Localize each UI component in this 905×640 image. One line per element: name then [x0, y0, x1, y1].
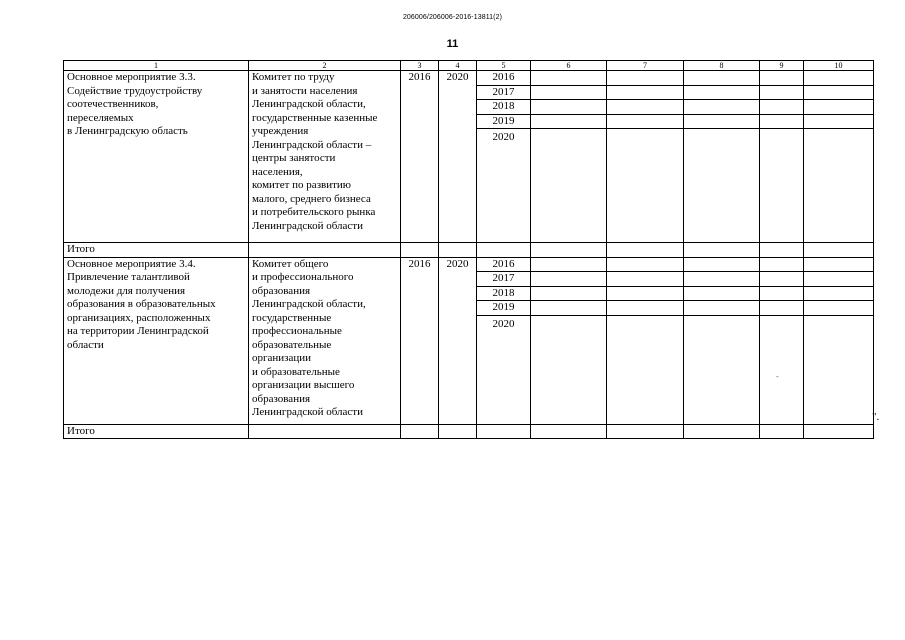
executor-line: организации высшего	[252, 379, 355, 391]
value-cell	[531, 272, 607, 287]
column-header: 8	[684, 61, 760, 71]
activity-name-line: молодежи для получения	[67, 284, 186, 297]
value-cell	[607, 424, 684, 439]
activity-name-cell	[64, 71, 249, 243]
year-cell: 2019	[477, 301, 531, 316]
value-cell	[531, 71, 607, 86]
start-year-cell: 2016	[401, 71, 439, 243]
executor-cell	[249, 257, 401, 424]
value-cell	[684, 272, 760, 287]
year-cell: 2019	[477, 114, 531, 129]
value-cell	[249, 424, 401, 439]
activity-name-line: Содействие трудоустройству	[67, 84, 203, 97]
value-cell	[607, 71, 684, 86]
value-cell	[760, 100, 804, 115]
year-cell: 2020	[477, 315, 531, 424]
value-cell	[684, 100, 760, 115]
activity-name-line: области	[67, 338, 104, 351]
table-row	[64, 71, 874, 86]
value-cell	[684, 129, 760, 243]
value-cell	[607, 243, 684, 258]
value-cell	[760, 272, 804, 287]
value-cell	[760, 257, 804, 272]
executor-line: центры занятости	[252, 152, 336, 164]
value-cell	[804, 301, 874, 316]
executor-line: и занятости населения	[252, 84, 358, 97]
value-cell	[531, 424, 607, 439]
value-cell	[684, 315, 760, 424]
value-cell	[607, 315, 684, 424]
value-cell	[804, 257, 874, 272]
column-header: 3	[401, 61, 439, 71]
executor-line: государственные	[252, 311, 332, 324]
value-cell	[804, 71, 874, 86]
executor-line: населения,	[252, 165, 303, 178]
value-cell	[531, 85, 607, 100]
column-header: 9	[760, 61, 804, 71]
activity-name-line: Основное мероприятие 3.3.	[67, 71, 196, 83]
executor-line: Комитет по труду	[252, 71, 335, 83]
value-cell	[684, 286, 760, 301]
year-cell: 2016	[477, 257, 531, 272]
executor-line: Ленинградской области,	[252, 298, 366, 310]
total-label: Итого	[64, 424, 249, 439]
year-cell: 2017	[477, 85, 531, 100]
value-cell	[531, 315, 607, 424]
document-code: 206006/206006-2016-13811(2)	[402, 14, 503, 21]
column-header: 5	[477, 61, 531, 71]
executor-line: малого, среднего бизнеса	[252, 192, 371, 205]
column-header: 6	[531, 61, 607, 71]
executor-line: учреждения	[252, 125, 309, 137]
value-cell	[607, 114, 684, 129]
value-cell	[439, 424, 477, 439]
activity-name-cell	[64, 257, 249, 424]
value-cell	[684, 424, 760, 439]
activity-name-line: образования в образовательных	[67, 298, 216, 310]
value-cell	[684, 301, 760, 316]
value-cell	[477, 243, 531, 258]
executor-line: Ленинградской области	[252, 406, 363, 418]
executor-cell	[249, 71, 401, 243]
value-cell	[607, 272, 684, 287]
value-cell	[607, 257, 684, 272]
value-cell	[684, 71, 760, 86]
value-cell	[531, 257, 607, 272]
value-cell	[684, 114, 760, 129]
executor-line: организации	[252, 352, 312, 364]
executor-line: Ленинградской области –	[252, 138, 372, 151]
value-cell	[531, 243, 607, 258]
value-cell	[401, 424, 439, 439]
value-cell	[684, 257, 760, 272]
executor-line: профессиональные	[252, 325, 342, 337]
start-year-cell: 2016	[401, 257, 439, 424]
value-cell	[760, 286, 804, 301]
activity-name-line: Привлечение талантливой	[67, 271, 190, 283]
total-label: Итого	[64, 243, 249, 258]
value-cell	[607, 129, 684, 243]
value-cell	[531, 114, 607, 129]
column-header: 2	[249, 61, 401, 71]
value-cell	[804, 100, 874, 115]
activity-name-line: переселяемых	[67, 111, 134, 124]
value-cell	[760, 114, 804, 129]
value-cell	[804, 129, 874, 243]
activity-name-line: на территории Ленинградской	[67, 325, 209, 337]
value-cell	[760, 129, 804, 243]
executor-line: образования	[252, 392, 311, 405]
year-cell: 2016	[477, 71, 531, 86]
activity-name-line: организациях, расположенных	[67, 311, 211, 324]
executor-line: и профессионального	[252, 271, 354, 283]
value-cell	[760, 301, 804, 316]
executor-line: и образовательные	[252, 365, 340, 378]
end-year-cell: 2020	[439, 257, 477, 424]
page-number: 11	[446, 38, 459, 50]
value-cell	[607, 286, 684, 301]
value-cell	[684, 85, 760, 100]
executor-line: Ленинградской области	[252, 219, 363, 232]
value-cell	[760, 85, 804, 100]
value-cell	[531, 129, 607, 243]
value-cell	[804, 114, 874, 129]
column-header: 7	[607, 61, 684, 71]
year-cell: 2017	[477, 272, 531, 287]
value-cell	[804, 286, 874, 301]
program-table	[63, 60, 874, 439]
executor-line: образования	[252, 284, 311, 297]
value-cell	[401, 243, 439, 258]
value-cell	[607, 100, 684, 115]
end-year-cell: 2020	[439, 71, 477, 243]
value-cell	[804, 85, 874, 100]
value-cell	[439, 243, 477, 258]
value-cell	[804, 243, 874, 258]
scan-artifact-mark: -	[776, 372, 779, 381]
activity-name-line: в Ленинградскую область	[67, 125, 188, 137]
value-cell	[531, 301, 607, 316]
value-cell	[249, 243, 401, 258]
executor-line: государственные казенные	[252, 111, 378, 124]
value-cell	[760, 243, 804, 258]
activity-name-line: соотечественников,	[67, 98, 159, 110]
value-cell	[531, 100, 607, 115]
total-row	[64, 243, 874, 258]
year-cell: 2020	[477, 129, 531, 243]
activity-name-line: Основное мероприятие 3.4.	[67, 257, 196, 270]
value-cell	[477, 424, 531, 439]
executor-line: комитет по развитию	[252, 179, 352, 191]
table-row	[64, 257, 874, 272]
executor-line: и потребительского рынка	[252, 206, 376, 218]
executor-line: Ленинградской области,	[252, 98, 366, 110]
column-header-row	[64, 61, 874, 71]
value-cell	[804, 272, 874, 287]
value-cell	[684, 243, 760, 258]
column-header: 4	[439, 61, 477, 71]
value-cell	[760, 315, 804, 424]
executor-line: Комитет общего	[252, 257, 329, 270]
value-cell	[607, 301, 684, 316]
value-cell	[531, 286, 607, 301]
column-header: 1	[64, 61, 249, 71]
column-header: 10	[804, 61, 874, 71]
year-cell: 2018	[477, 100, 531, 115]
closing-quote-mark: ".	[872, 411, 880, 423]
year-cell: 2018	[477, 286, 531, 301]
value-cell	[804, 424, 874, 439]
value-cell	[760, 71, 804, 86]
executor-line: образовательные	[252, 338, 332, 351]
total-row	[64, 424, 874, 439]
value-cell	[760, 424, 804, 439]
value-cell	[607, 85, 684, 100]
value-cell	[804, 315, 874, 424]
